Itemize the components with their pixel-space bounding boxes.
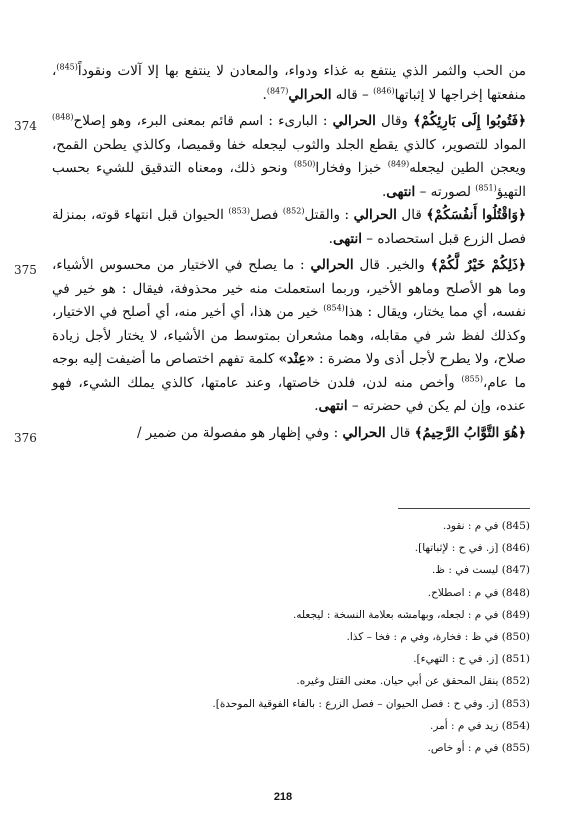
footnote-ref-854: (854) — [323, 303, 345, 313]
intro-text: ونقوداً — [77, 63, 112, 79]
footnote-ref-855: (855) — [461, 374, 483, 383]
footnote-text: في ظ : فخارة، وفي م : فخا – كذا. — [346, 631, 502, 644]
intro-text: ، منفعتها إخراجها لا إثباتها — [52, 63, 526, 103]
footnote-item — [60, 582, 530, 604]
intro-text: . — [262, 86, 267, 103]
entry-text: ونحو ذلك، ومعناه التدقيق للشيء بحسب التهيؤ — [52, 160, 526, 200]
entry-text: خير من هذا، أي أخير منه، أي أصلح في الاختيار، وكذلك لفظ شر في مقابله، وهما مشعران بمتوسط من الأشياء، لا يختار لأجل زيادة صلاح، ولا يطرح لأجل أذى ولا مضرة : — [52, 304, 526, 367]
footnote-text: [ز. في ح : لإثباتها]. — [414, 542, 502, 555]
author-name: الحرالي — [353, 207, 397, 223]
author-name: الحرالي — [288, 86, 332, 103]
footnote-ref-851: (851) — [475, 183, 497, 192]
entry-number: 374 — [14, 119, 37, 133]
author-name: الحرالي — [310, 257, 354, 273]
author-name: الحرالي — [332, 113, 376, 129]
end-marker: انتهى — [318, 398, 348, 414]
footnote-number: (854) — [501, 719, 530, 732]
entry-text: الحيوان قبل انتهاء قوته، بمنزلة فصل الزرع قبل استحصاده – — [52, 207, 526, 247]
entry-text: قال — [396, 207, 427, 223]
entry-text: فصل — [249, 207, 283, 223]
entry-text: : والقتل — [304, 207, 354, 223]
entry-text: : ما يصلح في الاختيار من محسوس الأشياء، وما هو الأصلح وماهو الأخير، وربما استعملت منه خير محذوفة، فيقال : هو خير في نفسه، أي مما يختار، ويقال : هذا — [52, 257, 526, 320]
footnote-number: (848) — [501, 586, 530, 599]
footnote-number: (851) — [501, 653, 530, 666]
footnote-text: في م : نقود. — [442, 520, 502, 532]
footnote-number: (853) — [501, 697, 530, 710]
page-number: 218 — [273, 791, 293, 803]
footnote-number: (847) — [501, 564, 530, 577]
footnote-ref-848: (848) — [52, 112, 74, 122]
quran-quote: ﴿هُوَ التَّوَّابُ الرَّحِيمُ﴾ — [414, 424, 526, 441]
intro-line1: من الحب والثمر الذي ينتفع به غذاء ودواء، والمعادن لا ينتفع بها إلا آلات — [117, 63, 526, 79]
entry-376 — [14, 422, 526, 446]
entry-number: 375 — [14, 263, 37, 277]
footnote-text: ينقل المحقق عن أبي حيان. معنى القتل وغيره. — [296, 675, 502, 688]
entry-text: وقال — [375, 113, 414, 129]
footnote-item — [60, 604, 530, 626]
footnote-number: (852) — [501, 675, 530, 688]
footnote-item — [60, 537, 530, 559]
entry-text: لصورته – — [415, 183, 476, 200]
quran-quote: ﴿وَاقْتُلُوا أَنفُسَكُمْ﴾ — [426, 207, 526, 223]
footnote-ref-847: (847) — [266, 86, 289, 95]
footnote-item — [60, 715, 530, 737]
footnote-item — [60, 693, 530, 715]
footnote-text: [ز. في ح : التهيء]. — [413, 653, 502, 666]
footnote-text: في م : لجعله، وبهامشه بعلامة النسخة : ليجعله. — [292, 608, 502, 621]
footnote-item — [60, 515, 530, 537]
footnote-number: (855) — [501, 742, 530, 755]
entry-375: 375 ﴿ذَلِكُمْ خَيْرٌ لَّكُمْ﴾ والخير. قال الحرالي : ما يصلح في الاختيار من محسوس الأشياء، وما هو الأصلح وماهو الأخير، وربما استعملت منه خير محذوفة، فيقال : هو خير في نفسه، أي مما يختار، ويقال : هذا$^{(854)}$ خير من هذا، أي أخير منه، أي أصلح في الاختيار، وكذلك لفظ شر في مقابله، وهما مشعران بمتوسط من الأشياء، لا يختار لأجل زيادة صلاح، ولا يطرح لأجل أذى ولا مضرة : «عِنْد» كلمة تفهم اختصاص ما أضيفت إليه بوجه ما عام،$^{(855)}$ وأخص منه لدن، فلدن خاصتها، وعند عامتها، كالذي يملك الشيء، فهو عنده، وإن لم يكن في حضرته – انتهى. — [14, 257, 526, 414]
entry-text: كلمة تفهم اختصاص ما أضيفت إليه بوجه ما عام، — [52, 351, 526, 391]
footnote-number: (849) — [501, 608, 530, 621]
footnote-text: في م : اصطلاح. — [427, 586, 502, 599]
footnote-item — [60, 648, 530, 670]
end-marker: انتهى — [386, 183, 416, 200]
quran-quote: ﴿فَتُوبُوا إِلَى بَارِئِكُمْ﴾ — [413, 113, 526, 129]
end-marker: انتهى — [332, 230, 363, 247]
quran-quote: ﴿ذَلِكُمْ خَيْرٌ لَّكُمْ﴾ — [430, 257, 526, 273]
entry-text: : البارىء : اسم قائم بمعنى البرء، وهو إصلاح — [73, 113, 333, 129]
footnote-number: (845) — [501, 520, 530, 532]
footnote-item — [60, 670, 530, 692]
main-text — [14, 60, 526, 445]
footnote-text: ليست في : ظ. — [431, 564, 502, 577]
entry-text: وأخص منه لدن، فلدن خاصتها، وعند عامتها، كالذي يملك الشيء، فهو عنده، وإن لم يكن في حضرته – — [52, 374, 526, 414]
footnote-ref-846: (846) — [373, 86, 395, 95]
entry-text: خبزا وفخارا — [315, 160, 388, 176]
entry-text: قال — [385, 424, 415, 441]
footnote-ref-850: (850) — [293, 159, 316, 169]
footnote-number: (850) — [501, 631, 530, 644]
footnote-ref-852: (852) — [282, 206, 305, 216]
intro-text: – قاله — [331, 86, 374, 103]
footnote-text: في م : أو خاص. — [427, 742, 502, 755]
keyword: «عِنْد» — [278, 351, 315, 367]
footnote-ref-853: (853) — [228, 206, 250, 216]
entry-text: : وفي إظهار هو مفصولة من ضمير / — [136, 424, 343, 441]
intro-paragraph — [52, 60, 526, 107]
entry-number: 376 — [14, 430, 37, 445]
footnote-item — [60, 737, 530, 759]
entry-text: والخير. قال — [353, 257, 431, 273]
footnote-ref-845: (845) — [56, 62, 78, 72]
footnote-item — [60, 559, 530, 581]
footnote-text: زيد في م : أمر. — [430, 719, 502, 732]
entry-374: 374 ﴿فَتُوبُوا إِلَى بَارِئِكُمْ﴾ وقال الحرالي : البارىء : اسم قائم بمعنى البرء، وهو إصلاح$^{(848)}$ المواد للتصوير، كالذي يقطع الجلد والثوب ليجعله خفا وقميصا، وكالذي يطحن القمح، ويعجن الطين ليجعله$^{(849)}$ خبزا وفخارا$^{(850)}$ ونحو ذلك، ومعناه التدقيق للشيء بحسب التهيؤ$^{(851)}$ لصورته – انتهى. ﴿وَاقْتُلُوا أَنفُسَكُمْ﴾ قال الحرالي : والقتل$^{(852)}$ فصل$^{(853)}$ الحيوان قبل انتهاء قوته، بمنزلة فصل الزرع قبل استحصاده – انتهى. — [14, 112, 526, 247]
footnote-ref-849: (849) — [387, 159, 410, 169]
footnote-divider — [398, 508, 530, 509]
footnotes — [60, 515, 530, 759]
entry-text: المواد للتصوير، كالذي يقطع الجلد والثوب ليجعله خفا وقميصا، وكالذي يطحن القمح، ويعجن الطين ليجعله — [52, 136, 526, 176]
footnote-text: [ز. وفي ح : فصل الحيوان – فصل الزرع : بالفاء الفوقية الموحدة]. — [212, 697, 502, 710]
author-name: الحرالي — [342, 424, 386, 441]
footnote-number: (846) — [501, 542, 530, 555]
footnote-item — [60, 626, 530, 648]
